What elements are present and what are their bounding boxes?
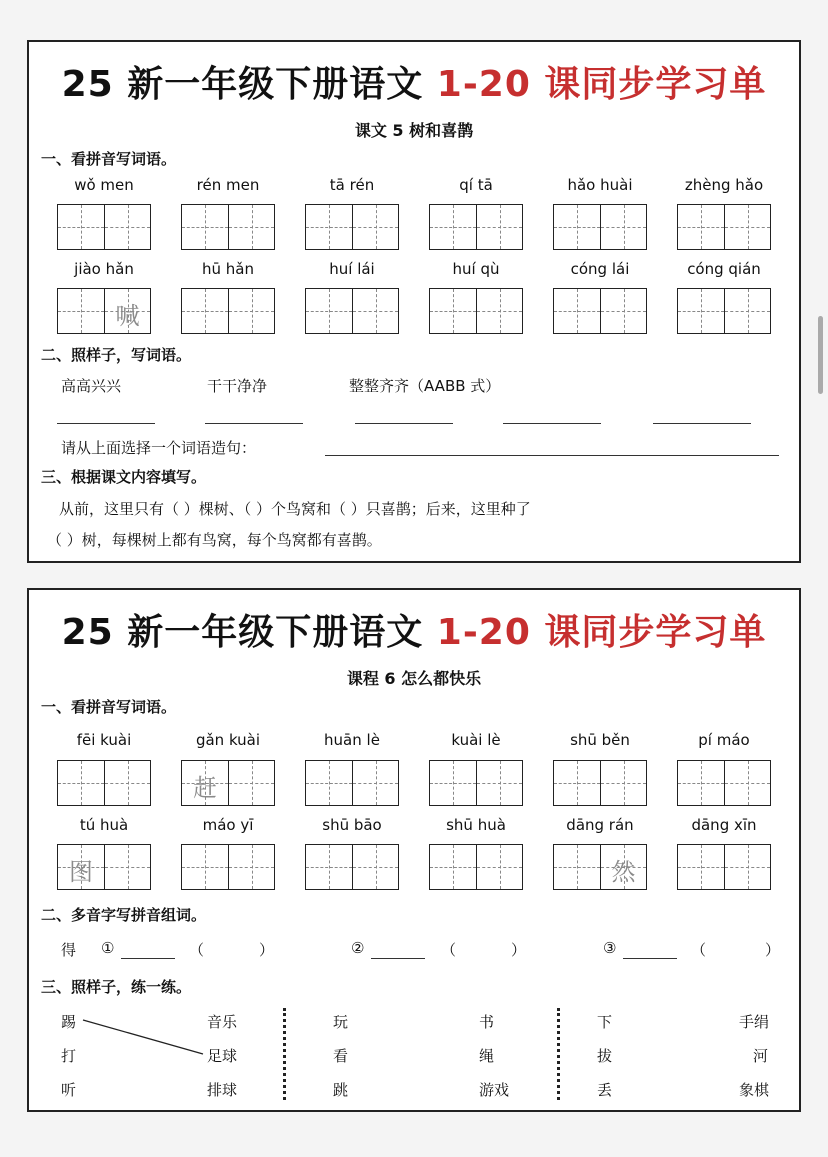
grid-cell[interactable] — [678, 845, 724, 889]
pinyin-label: wǒ men — [74, 176, 134, 194]
pinyin-label: rén men — [196, 176, 260, 194]
grid-cell[interactable] — [678, 761, 724, 805]
paren-close: ） — [765, 941, 781, 959]
grid-cell[interactable] — [476, 205, 522, 249]
match-right-item[interactable]: 音乐 — [207, 1013, 238, 1031]
grid-cell[interactable] — [104, 205, 150, 249]
sentence-prompt: 请从上面选择一个词语造句： — [61, 439, 257, 457]
writing-grid[interactable] — [57, 844, 151, 890]
grid-cell[interactable] — [600, 205, 646, 249]
paren-open: （ — [691, 941, 707, 959]
writing-grid[interactable] — [57, 760, 151, 806]
section-2-title: 二、多音字写拼音组词。 — [41, 906, 207, 924]
grid-cell[interactable] — [182, 761, 228, 805]
writing-grid[interactable] — [429, 204, 523, 250]
writing-grid[interactable] — [181, 844, 275, 890]
scrollbar-thumb[interactable] — [818, 316, 823, 394]
grid-cell[interactable] — [600, 845, 646, 889]
pinyin-label: huí qù — [452, 260, 500, 278]
pinyin-label: kuài lè — [451, 731, 501, 749]
grid-cell[interactable] — [182, 289, 228, 333]
grid-cell[interactable] — [724, 761, 770, 805]
writing-grid[interactable] — [429, 844, 523, 890]
pinyin-label: jiào hǎn — [74, 260, 134, 278]
pinyin-label: dāng rán — [566, 816, 634, 834]
pinyin-label: hǎo huài — [567, 176, 633, 194]
paren-close: ） — [259, 941, 275, 959]
pinyin-blank[interactable] — [371, 958, 425, 959]
answer-blank[interactable] — [355, 423, 453, 424]
writing-grid[interactable] — [305, 204, 399, 250]
pinyin-label: shū bāo — [322, 816, 382, 834]
grid-cell[interactable] — [228, 845, 274, 889]
pinyin-blank[interactable] — [623, 958, 677, 959]
grid-cell[interactable] — [182, 845, 228, 889]
circled-number: ② — [351, 939, 365, 957]
grid-cell[interactable] — [58, 845, 104, 889]
grid-cell[interactable] — [430, 289, 476, 333]
match-right-item[interactable]: 足球 — [207, 1047, 238, 1065]
grid-cell[interactable] — [228, 289, 274, 333]
writing-grid[interactable] — [677, 760, 771, 806]
answer-blank[interactable] — [57, 423, 155, 424]
writing-grid[interactable] — [677, 844, 771, 890]
pinyin-label: shū huà — [446, 816, 506, 834]
pinyin-label: máo yī — [202, 816, 254, 834]
example-word: 干干净净 — [207, 377, 268, 395]
grid-cell[interactable] — [104, 289, 150, 333]
grid-cell[interactable] — [476, 289, 522, 333]
match-right-item[interactable]: 绳 — [479, 1047, 495, 1065]
match-right-item[interactable]: 手绢 — [739, 1013, 770, 1031]
worksheet-banner — [29, 604, 799, 655]
grid-cell[interactable] — [58, 289, 104, 333]
writing-grid[interactable] — [57, 288, 151, 334]
hint-character: 喊 — [115, 302, 140, 330]
grid-cell[interactable] — [724, 845, 770, 889]
pinyin-label: huān lè — [324, 731, 380, 749]
section-1-title: 一、看拼音写词语。 — [41, 698, 177, 716]
grid-cell[interactable] — [58, 761, 104, 805]
writing-grid[interactable] — [553, 844, 647, 890]
hint-character: 然 — [611, 858, 636, 886]
banner-red-text: 1-20 课同步学习单 — [436, 64, 767, 105]
match-left-item[interactable]: 听 — [61, 1081, 77, 1099]
sentence-blank[interactable] — [325, 455, 779, 456]
group-separator — [283, 1008, 286, 1100]
writing-grid[interactable] — [553, 204, 647, 250]
section-3-title: 三、根据课文内容填写。 — [41, 468, 207, 486]
grid-cell[interactable] — [104, 761, 150, 805]
grid-cell[interactable] — [678, 205, 724, 249]
grid-cell[interactable] — [600, 289, 646, 333]
writing-grid[interactable] — [429, 288, 523, 334]
grid-cell[interactable] — [306, 205, 352, 249]
writing-grid[interactable] — [305, 288, 399, 334]
grid-cell[interactable] — [352, 845, 398, 889]
hint-character: 图 — [69, 858, 93, 886]
match-left-item[interactable]: 拔 — [597, 1047, 613, 1065]
grid-cell[interactable] — [228, 761, 274, 805]
grid-cell[interactable] — [554, 845, 600, 889]
match-right-item[interactable]: 河 — [753, 1047, 769, 1065]
banner-black-text: 25 新一年级下册语文 — [61, 612, 424, 653]
grid-cell[interactable] — [306, 845, 352, 889]
pinyin-label: qí tā — [459, 176, 493, 194]
worksheet-lesson-5 — [27, 40, 801, 563]
pinyin-label: huí lái — [329, 260, 375, 278]
example-match-line — [81, 1018, 205, 1058]
writing-grid[interactable] — [181, 760, 275, 806]
grid-cell[interactable] — [306, 761, 352, 805]
grid-cell[interactable] — [430, 845, 476, 889]
grid-cell[interactable] — [182, 205, 228, 249]
grid-cell[interactable] — [430, 205, 476, 249]
grid-cell[interactable] — [352, 205, 398, 249]
match-left-item[interactable]: 踢 — [61, 1013, 77, 1031]
fill-in-text: 从前，这里只有（ ）棵树、（ ）个鸟窝和（ ）只喜鹊；后来，这里种了 — [59, 500, 531, 518]
lesson-title: 课文 5 树和喜鹊 — [354, 121, 474, 140]
writing-grid[interactable] — [57, 204, 151, 250]
grid-cell[interactable] — [724, 205, 770, 249]
pinyin-label: zhèng hǎo — [684, 176, 764, 194]
worksheet-lesson-6 — [27, 588, 801, 1112]
match-left-item[interactable]: 打 — [61, 1047, 77, 1065]
match-left-item[interactable]: 看 — [333, 1047, 349, 1065]
match-left-item[interactable]: 跳 — [333, 1081, 349, 1099]
match-left-item[interactable]: 丢 — [597, 1081, 613, 1099]
example-word: 高高兴兴 — [61, 377, 122, 395]
worksheet-banner — [29, 56, 799, 107]
pinyin-label: fēi kuài — [76, 731, 132, 749]
section-2-title: 二、照样子，写词语。 — [41, 346, 192, 364]
match-right-item[interactable]: 象棋 — [739, 1081, 770, 1099]
writing-grid[interactable] — [677, 288, 771, 334]
pinyin-label: dāng xīn — [691, 816, 757, 834]
answer-blank[interactable] — [653, 423, 751, 424]
grid-cell[interactable] — [554, 761, 600, 805]
match-left-item[interactable]: 下 — [597, 1013, 613, 1031]
writing-grid[interactable] — [553, 288, 647, 334]
writing-grid[interactable] — [553, 760, 647, 806]
match-right-item[interactable]: 排球 — [207, 1081, 238, 1099]
polyphonic-character: 得 — [61, 941, 77, 959]
circled-number: ① — [101, 939, 115, 957]
banner-black-text: 25 新一年级下册语文 — [61, 64, 424, 105]
grid-cell[interactable] — [58, 205, 104, 249]
grid-cell[interactable] — [430, 761, 476, 805]
writing-grid[interactable] — [305, 844, 399, 890]
grid-cell[interactable] — [476, 761, 522, 805]
grid-cell[interactable] — [724, 289, 770, 333]
pinyin-label: hū hǎn — [202, 260, 254, 278]
grid-cell[interactable] — [306, 289, 352, 333]
section-1-title: 一、看拼音写词语。 — [41, 150, 177, 168]
section-3-title: 三、照样子，练一练。 — [41, 978, 192, 996]
pinyin-label: pí máo — [698, 731, 750, 749]
answer-blank[interactable] — [503, 423, 601, 424]
fill-in-text: （ ）树，每棵树上都有鸟窝，每个鸟窝都有喜鹊。 — [47, 531, 382, 549]
paren-open: （ — [441, 941, 457, 959]
hint-character: 赶 — [193, 774, 217, 802]
pinyin-label: tā rén — [329, 176, 375, 194]
answer-blank[interactable] — [205, 423, 303, 424]
match-right-item[interactable]: 书 — [479, 1013, 495, 1031]
grid-cell[interactable] — [352, 761, 398, 805]
grid-cell[interactable] — [352, 289, 398, 333]
pinyin-label: cóng lái — [570, 260, 630, 278]
pinyin-label: shū běn — [570, 731, 630, 749]
grid-cell[interactable] — [554, 289, 600, 333]
grid-cell[interactable] — [476, 845, 522, 889]
writing-grid[interactable] — [181, 204, 275, 250]
writing-grid[interactable] — [305, 760, 399, 806]
pinyin-label: cóng qián — [687, 260, 761, 278]
writing-grid[interactable] — [429, 760, 523, 806]
match-left-item[interactable]: 玩 — [333, 1013, 349, 1031]
grid-cell[interactable] — [228, 205, 274, 249]
circled-number: ③ — [603, 939, 617, 957]
paren-close: ） — [511, 941, 527, 959]
lesson-title: 课程 6 怎么都快乐 — [346, 669, 482, 688]
grid-cell[interactable] — [678, 289, 724, 333]
grid-cell[interactable] — [104, 845, 150, 889]
match-right-item[interactable]: 游戏 — [479, 1081, 510, 1099]
writing-grid[interactable] — [677, 204, 771, 250]
pinyin-label: tú huà — [79, 816, 129, 834]
grid-cell[interactable] — [554, 205, 600, 249]
pinyin-label: gǎn kuài — [195, 731, 261, 749]
pinyin-blank[interactable] — [121, 958, 175, 959]
paren-open: （ — [189, 941, 205, 959]
group-separator — [557, 1008, 560, 1100]
banner-red-text: 1-20 课同步学习单 — [436, 612, 767, 653]
writing-grid[interactable] — [181, 288, 275, 334]
example-word: 整整齐齐（AABB 式） — [349, 377, 501, 395]
grid-cell[interactable] — [600, 761, 646, 805]
